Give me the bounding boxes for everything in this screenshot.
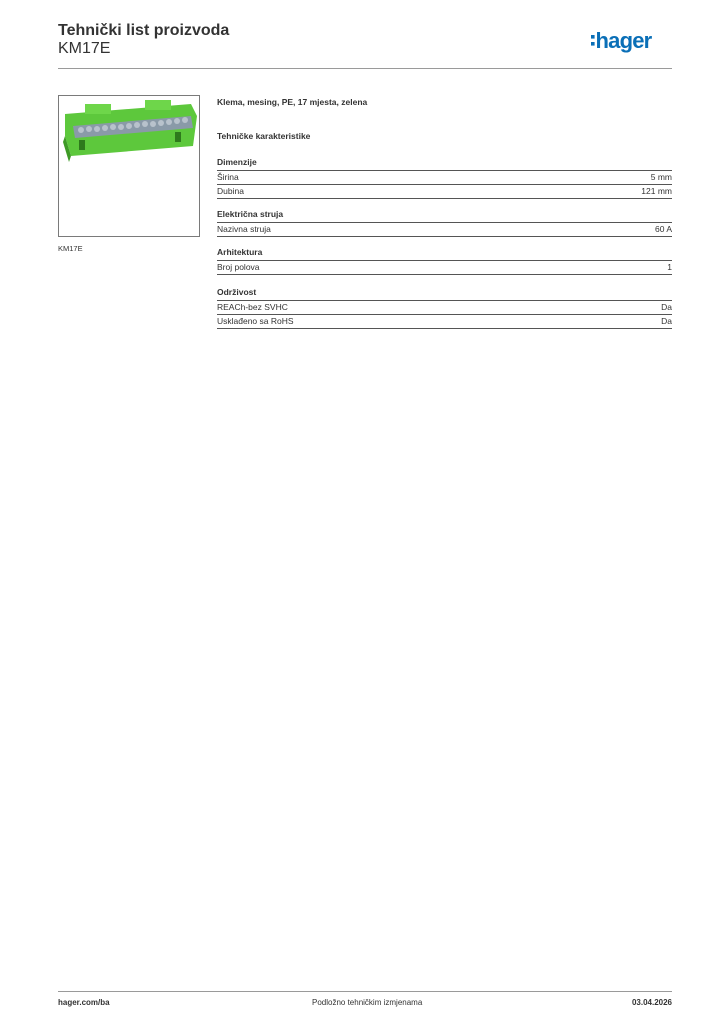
logo-dot-top	[591, 35, 595, 39]
technical-characteristics-title: Tehničke karakteristike	[217, 131, 311, 141]
spec-row	[217, 261, 672, 275]
footer-website-link[interactable]: hager.com/ba	[58, 998, 110, 1007]
spec-label: Dubina	[217, 186, 244, 196]
hager-logo	[591, 27, 673, 57]
spec-value: 5 mm	[650, 172, 672, 182]
logo-dot-bottom	[591, 42, 595, 46]
product-code: KM17E	[58, 40, 111, 57]
header-rule	[58, 68, 672, 69]
logo-text: hager	[595, 28, 652, 53]
image-caption: KM17E	[58, 244, 83, 253]
terminal-block-picture	[59, 96, 199, 236]
spec-value: 1	[667, 262, 672, 272]
product-description: Klema, mesing, PE, 17 mjesta, zelena	[217, 97, 368, 107]
section-title: Održivost	[217, 287, 672, 301]
spec-row	[217, 223, 672, 237]
product-image	[58, 95, 200, 237]
spec-row	[217, 315, 672, 329]
section-title: Arhitektura	[217, 247, 672, 261]
spec-value: Da	[661, 302, 672, 312]
section-sustainability	[217, 287, 672, 329]
spec-label: Broj polova	[217, 262, 260, 272]
document-title: Tehnički list proizvoda	[58, 22, 230, 39]
section-title: Električna struja	[217, 209, 672, 223]
footer-note: Podložno tehničkim izmjenama	[312, 998, 423, 1007]
spec-row	[217, 185, 672, 199]
section-architecture	[217, 247, 672, 275]
spec-value: Da	[661, 316, 672, 326]
section-title: Dimenzije	[217, 157, 672, 171]
spec-label: Širina	[217, 172, 239, 182]
spec-row	[217, 171, 672, 185]
spec-value: 60 A	[654, 224, 672, 234]
spec-value: 121 mm	[641, 186, 672, 196]
section-electric-current	[217, 209, 672, 237]
footer-date: 03.04.2026	[631, 998, 672, 1007]
footer-rule	[58, 991, 672, 992]
spec-label: Nazivna struja	[217, 224, 271, 234]
section-dimensions	[217, 157, 672, 199]
spec-label: REACh-bez SVHC	[217, 302, 288, 312]
spec-label: Usklađeno sa RoHS	[217, 316, 294, 326]
spec-row	[217, 301, 672, 315]
